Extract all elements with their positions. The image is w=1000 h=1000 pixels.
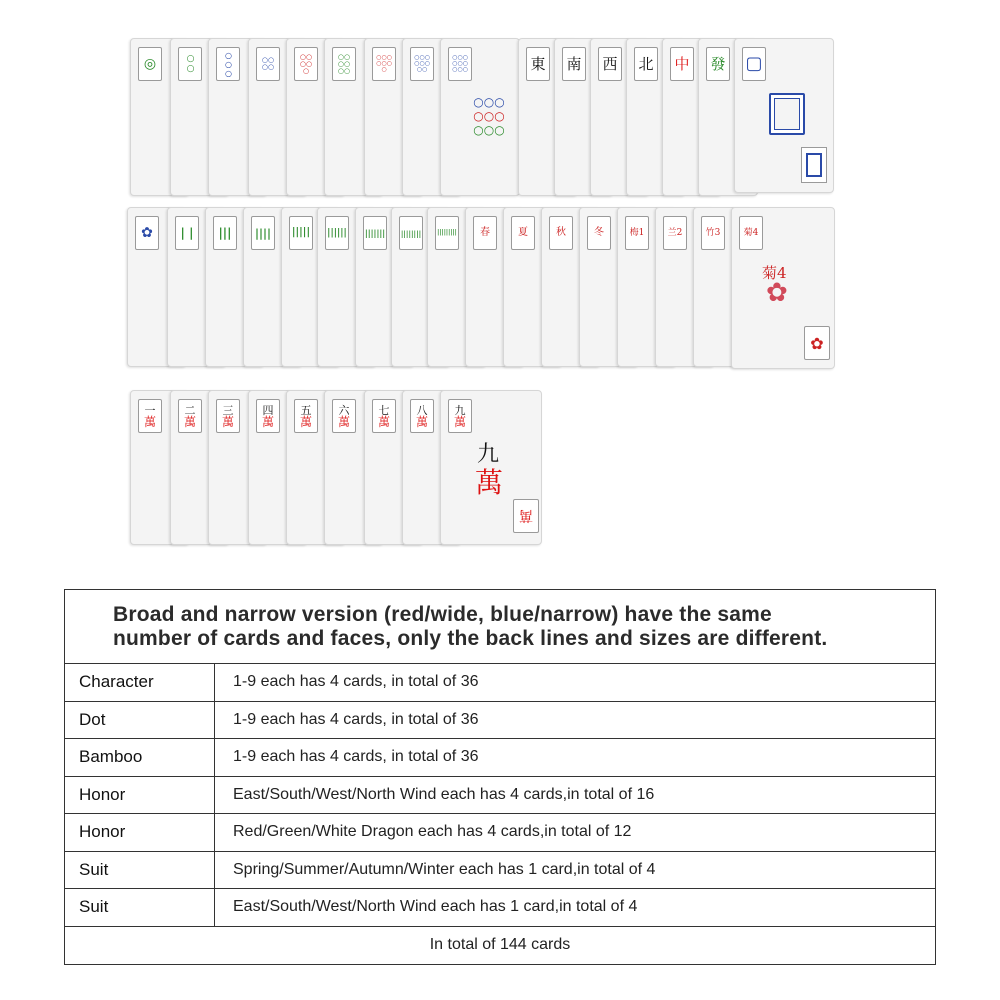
category-cell: Honor <box>65 814 215 851</box>
card-fan-characters <box>130 390 542 548</box>
table-title <box>113 603 827 651</box>
category-cell: Suit <box>65 889 215 926</box>
character-corner <box>513 499 539 533</box>
card-face-symbol: ○○ <box>185 54 196 74</box>
table-row <box>65 814 935 852</box>
nine-large-numeral: 九 <box>477 442 500 467</box>
chrysanthemum-flower-icon: ✿ <box>766 278 788 308</box>
corner-wan: 萬 <box>519 507 533 523</box>
card-face-symbol: 北 <box>638 54 654 73</box>
card-face-symbol: ◎ <box>143 56 157 72</box>
category-cell: Suit <box>65 852 215 889</box>
card-face-symbol: ○○○○○○○○ <box>414 54 430 73</box>
card-face-symbol: 南 <box>566 54 582 73</box>
playing-card <box>440 38 520 196</box>
card-face-numeral: 九 <box>454 403 466 417</box>
white-dragon-corner <box>801 147 827 183</box>
table-row <box>65 702 935 740</box>
card-face-symbol: 春 <box>480 227 490 238</box>
table-row <box>65 664 935 702</box>
table-row <box>65 777 935 815</box>
card-face-numeral: 一 <box>144 403 156 417</box>
card-face-symbol: 發 <box>710 54 726 73</box>
card-face-symbol: 中 <box>674 54 690 73</box>
playing-card <box>731 207 835 369</box>
card-face-symbol: 西 <box>602 54 618 73</box>
card-face-symbol: 夏 <box>518 227 528 238</box>
card-face-wan: 萬 <box>337 414 350 429</box>
table-title-line2: number of cards and faces, only the back lines and sizes are different. <box>113 626 828 650</box>
description-cell: Spring/Summer/Autumn/Winter each has 1 card,in total of 4 <box>233 860 656 878</box>
card-fan-dots-honors <box>130 38 835 196</box>
card-face-symbol: ○○○○○ <box>299 52 313 75</box>
category-cell: Honor <box>65 777 215 814</box>
table-row <box>65 889 935 927</box>
card-face-symbol: | | <box>180 226 194 240</box>
card-face-wan: 萬 <box>221 414 234 429</box>
category-cell: Dot <box>65 702 215 739</box>
description-cell: 1-9 each has 4 cards, in total of 36 <box>233 673 479 691</box>
card-spec-table <box>64 589 936 965</box>
description-cell: Red/Green/White Dragon each has 4 cards,in total of 12 <box>233 823 632 841</box>
card-face-symbol: ○○○○○○ <box>337 52 351 75</box>
card-face-symbol: 梅1 <box>629 227 645 238</box>
card-face-wan: 萬 <box>261 414 274 429</box>
card-face-symbol: 東 <box>530 54 546 73</box>
card-face-symbol: 菊4 <box>743 227 759 238</box>
category-cell: Character <box>65 664 215 701</box>
table-row <box>65 852 935 890</box>
card-face-wan: 萬 <box>453 414 466 429</box>
table-header <box>65 590 935 664</box>
card-face-symbol: |||| <box>254 226 271 240</box>
card-face-symbol: |||||| <box>327 227 347 238</box>
large-dots-motif: ○○○ ○○○ ○○○ <box>473 95 505 137</box>
card-face-wan: 萬 <box>415 414 428 429</box>
description-cell: 1-9 each has 4 cards, in total of 36 <box>233 748 479 766</box>
playing-card <box>734 38 834 193</box>
card-face-symbol: ||||||||| <box>437 229 457 236</box>
card-face-symbol: ||||||| <box>364 228 386 238</box>
white-dragon-frame-large <box>769 93 805 135</box>
card-face-symbol: 秋 <box>556 227 566 238</box>
card-face-symbol: ✿ <box>141 225 153 241</box>
card-face-symbol: 竹3 <box>705 227 721 238</box>
total-row: In total of 144 cards <box>429 936 571 953</box>
card-face-numeral: 二 <box>184 403 196 417</box>
card-face-numeral: 三 <box>222 403 234 417</box>
table-title-line1: Broad and narrow version (red/wide, blue/narrow) have the same <box>113 602 772 626</box>
chrysanthemum-large-label: 菊4 <box>762 264 787 282</box>
card-face-symbol: ||| <box>218 226 232 240</box>
card-face-numeral: 五 <box>300 403 312 417</box>
card-face-symbol: |||||||| <box>400 228 422 238</box>
card-face-numeral: 七 <box>378 403 390 417</box>
description-cell: East/South/West/North Wind each has 1 card,in total of 4 <box>233 898 638 916</box>
card-face-symbol: ○○○○○○○ <box>376 54 392 73</box>
description-cell: East/South/West/North Wind each has 4 cards,in total of 16 <box>233 785 655 803</box>
card-face-numeral: 八 <box>416 403 428 417</box>
card-face-numeral: 四 <box>262 403 274 417</box>
wan-large-character: 萬 <box>475 466 504 499</box>
table-row <box>65 739 935 777</box>
card-fan-bamboo-flowers <box>127 207 837 370</box>
chrysanthemum-corner: ✿ <box>804 326 830 360</box>
description-cell: 1-9 each has 4 cards, in total of 36 <box>233 710 479 728</box>
card-face-symbol: ○○○ <box>224 50 233 78</box>
card-face-symbol: 兰2 <box>667 227 683 238</box>
card-face-symbol: ○○○○ <box>261 56 275 71</box>
card-face-symbol: ○○○○○○○○○ <box>452 54 468 73</box>
card-face-wan: 萬 <box>377 414 390 429</box>
playing-card <box>440 390 542 545</box>
card-face-wan: 萬 <box>183 414 196 429</box>
card-face-symbol: ▢ <box>745 53 763 74</box>
card-face-numeral: 六 <box>338 403 350 417</box>
card-face-wan: 萬 <box>143 414 156 429</box>
card-face-wan: 萬 <box>299 414 312 429</box>
card-face-symbol: ||||| <box>291 227 311 238</box>
card-face-symbol: 冬 <box>594 227 604 238</box>
category-cell: Bamboo <box>65 739 215 776</box>
